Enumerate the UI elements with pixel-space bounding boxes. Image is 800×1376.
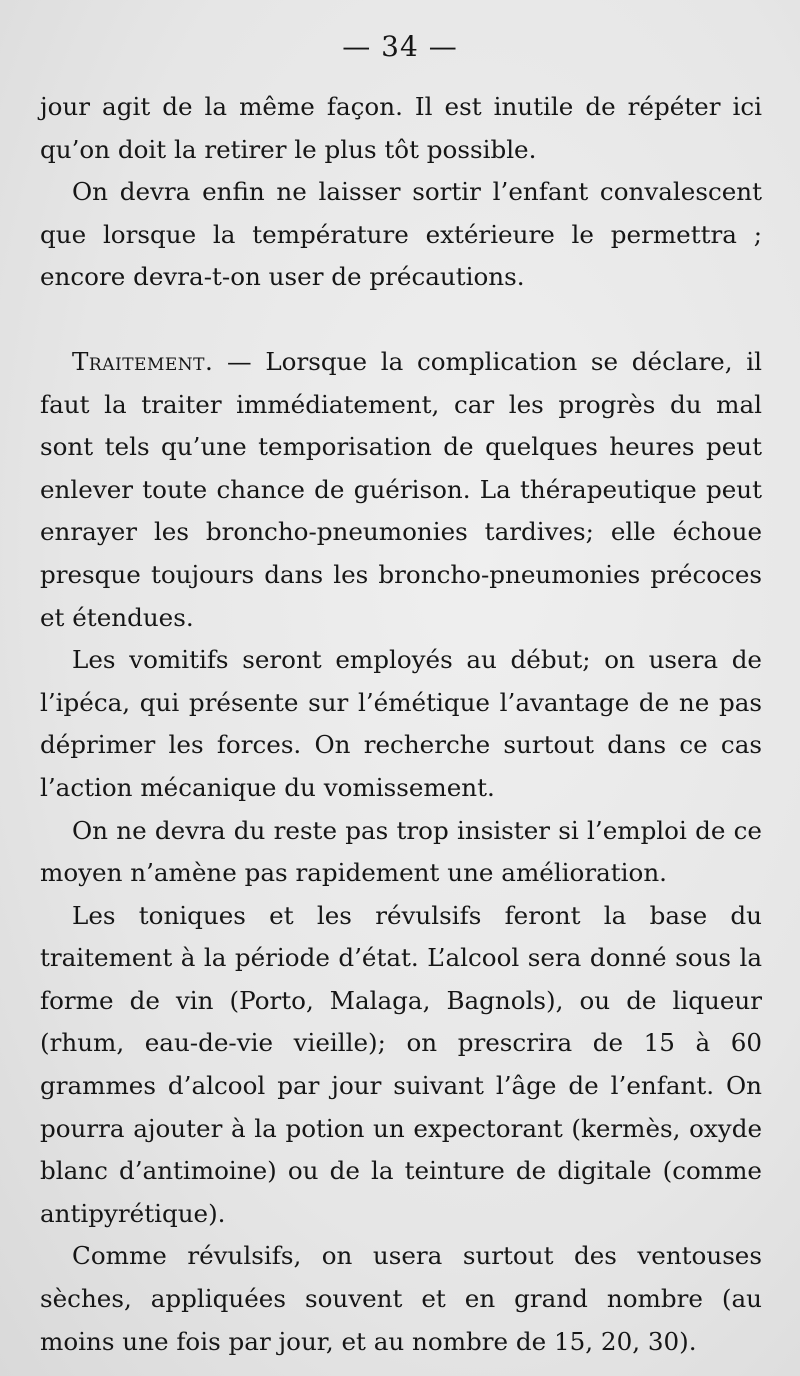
section-paragraph-traitement — [40, 341, 762, 639]
paragraph-text: Les toniques et les révulsifs feront la base du traitement à la période d’état. L’alcool sera donné sous la forme de vin (Porto, Malaga, Bagnols), ou de liqueur (rhum, eau-de-vie vieille); on prescrira de 15 à 60 grammes d’alcool par jour suivant l’âge de l’enfant. On pourra ajouter à la potion un expectorant (kermès, oxyde blanc d’antimoine) ou de la teinture de digitale (comme antipyrétique). — [40, 900, 762, 1228]
page-number: — 34 — — [342, 30, 458, 63]
paragraph — [40, 639, 762, 809]
paragraph — [40, 1235, 762, 1363]
paragraph-text: jour agit de la même façon. Il est inutile de répéter ici qu’on doit la retirer le plus tôt possible. — [40, 92, 762, 164]
paragraph-text: Les vomitifs seront employés au début; on usera de l’ipéca, qui présente sur l’émétique l’avantage de ne pas déprimer les forces. On recherche surtout dans ce cas l’action mécanique du vomissement. — [40, 645, 762, 802]
paragraph — [40, 171, 762, 299]
paragraph — [40, 810, 762, 895]
paragraph-continuation — [40, 86, 762, 171]
section-heading: Traitement. — [72, 346, 214, 376]
paragraph-text: Comme révulsifs, on usera surtout des ventouses sèches, appliquées souvent et en grand nombre (au moins une fois par jour, et au nombre de 15, 20, 30). — [40, 1241, 762, 1356]
paragraph-text: On ne devra du reste pas trop insister si l’emploi de ce moyen n’amène pas rapidement une amélioration. — [40, 815, 762, 888]
paragraph-text: — Lorsque la complication se déclare, il faut la traiter immédiatement, car les progrès du mal sont tels qu’une temporisation de quelques heures peut enlever toute chance de guérison. La thérapeutique peut enrayer les broncho-pneumonies tardives; elle échoue presque toujours dans les broncho-pneumonies précoces et étendues. — [40, 346, 762, 632]
paragraph — [40, 895, 762, 1236]
page-body-text — [40, 86, 762, 1363]
paragraph-text: On devra enfin ne laisser sortir l’enfant convalescent que lorsque la température extérieure le permettra ; encore devra-t-on user de précautions. — [40, 177, 762, 292]
